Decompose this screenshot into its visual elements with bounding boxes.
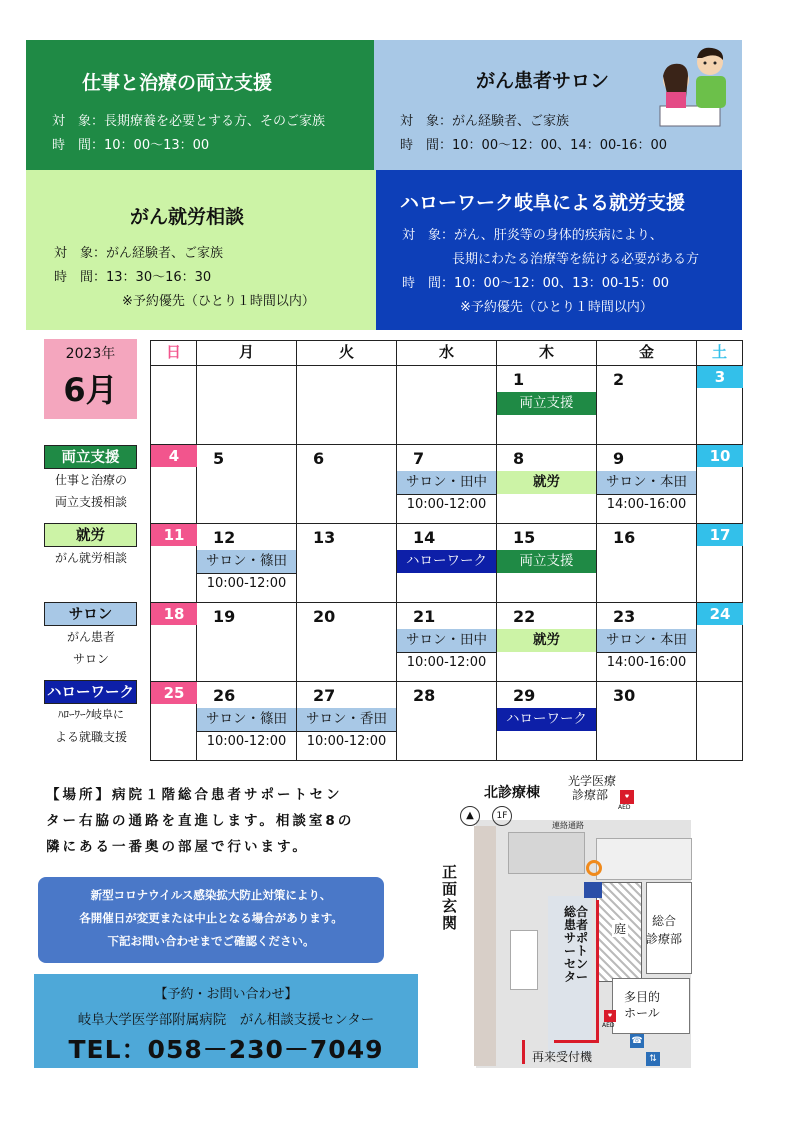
legend-ryoritsu: 両立支援 — [44, 445, 137, 469]
day-cell-tue — [297, 524, 397, 603]
place-line-3: 隣にある一番奥の部屋で行います。 — [46, 839, 309, 855]
day-cell-sat — [697, 524, 743, 603]
map-reception: 再来受付機 — [532, 1050, 593, 1064]
salon-target: 対 象：がん経験者、ご家族 — [400, 114, 570, 129]
event-time: 10:00-12:00 — [206, 734, 287, 749]
day-number: 7 — [413, 449, 425, 468]
notice-box — [38, 877, 384, 963]
map-aed-label-2: AED — [602, 1022, 615, 1029]
day-cell-thu — [497, 682, 597, 761]
day-cell-sun — [151, 445, 197, 524]
aed-icon-2: ♥ — [604, 1010, 616, 1022]
map-hall-1: 多目的 — [624, 990, 661, 1004]
day-cell-sat — [697, 603, 743, 682]
place-line-2: ター右脇の通路を直進します。相談室8の — [46, 813, 355, 829]
day-number: 16 — [613, 528, 636, 547]
day-cell-wed — [397, 524, 497, 603]
day-number: 17 — [697, 524, 743, 546]
ryoritsu-box — [26, 40, 374, 170]
weekday-fri: 金 — [597, 341, 697, 366]
day-number: 25 — [151, 682, 197, 704]
month-badge — [44, 339, 137, 419]
ryoritsu-time: 時 間：10：00〜13：00 — [52, 138, 210, 153]
aed-icon: ♥ — [620, 790, 634, 804]
day-cell-tue — [297, 445, 397, 524]
day-number: 23 — [613, 607, 636, 626]
event-label: サロン・田中 — [397, 471, 496, 494]
event-label: サロン・篠田 — [197, 708, 296, 731]
day-cell-sun — [151, 524, 197, 603]
day-number: 4 — [151, 445, 197, 467]
map-support-center: 総合患者サポートセンター — [564, 905, 589, 984]
day-number: 30 — [613, 686, 636, 705]
day-number: 29 — [513, 686, 536, 705]
person-marker-icon — [584, 882, 602, 898]
map-passage: 連絡通路 — [552, 821, 584, 830]
day-cell-fri — [597, 445, 697, 524]
ryoritsu-title: 仕事と治療の両立支援 — [82, 72, 273, 94]
legend-hellowork-desc-1: ﾊﾛｰﾜｰｸ岐阜に — [58, 708, 124, 721]
map-optical-2: 診療部 — [572, 788, 609, 802]
map-garden: 庭 — [614, 922, 627, 936]
place-line-1: 【場所】病院１階総合患者サポートセン — [46, 787, 343, 803]
calendar-week — [151, 603, 743, 682]
day-number: 26 — [213, 686, 236, 705]
day-number: 13 — [313, 528, 336, 547]
legend-ryoritsu-desc-2: 両立支援相談 — [54, 495, 127, 509]
day-number: 15 — [513, 528, 536, 547]
shuro-box — [26, 170, 376, 330]
legend-shuro-desc-1: がん就労相談 — [54, 551, 127, 565]
day-number: 28 — [413, 686, 436, 705]
weekday-sun: 日 — [151, 341, 197, 366]
day-cell-tue — [297, 366, 397, 445]
salon-title: がん患者サロン — [476, 70, 610, 92]
salon-box — [374, 40, 742, 170]
day-cell-fri — [597, 682, 697, 761]
legend-salon-desc-2: サロン — [72, 652, 109, 666]
phone-icon: ☎ — [631, 1036, 643, 1046]
calendar-week — [151, 524, 743, 603]
day-number: 8 — [513, 449, 525, 468]
day-number: 24 — [697, 603, 743, 625]
shuro-title: がん就労相談 — [130, 206, 245, 228]
year-label: 2023年 — [65, 346, 116, 362]
event-label: サロン・本田 — [597, 629, 696, 652]
north-arrow-icon: ▲ — [460, 806, 480, 826]
event-divider — [397, 652, 496, 653]
notice-line-1: 新型コロナウイルス感染拡大防止対策により、 — [90, 888, 332, 902]
map-aed-label-1: AED — [618, 804, 631, 811]
day-cell-mon — [197, 445, 297, 524]
event-label: サロン・本田 — [597, 471, 696, 494]
event-label: サロン・篠田 — [197, 550, 296, 573]
map-floor: 1F — [492, 806, 512, 826]
day-number: 11 — [151, 524, 197, 546]
location-pin-icon — [586, 860, 602, 876]
legend-ryoritsu-desc-1: 仕事と治療の — [54, 473, 127, 487]
day-cell-fri — [597, 603, 697, 682]
day-cell-thu — [497, 524, 597, 603]
day-cell-sat — [697, 366, 743, 445]
contact-box — [34, 974, 418, 1068]
hellowork-target-2: 長期にわたる治療等を続ける必要がある方 — [452, 252, 700, 267]
legend-shuro: 就労 — [44, 523, 137, 547]
day-cell-tue — [297, 682, 397, 761]
day-cell-thu — [497, 445, 597, 524]
day-cell-wed — [397, 682, 497, 761]
day-number: 3 — [697, 366, 743, 388]
day-number: 5 — [213, 449, 225, 468]
map-sogo-1: 総合 — [652, 914, 677, 928]
hellowork-time: 時 間：10：00〜12：00、13：00-15：00 — [402, 276, 670, 291]
event-divider — [397, 494, 496, 495]
event-divider — [297, 731, 396, 732]
event-divider — [597, 494, 696, 495]
weekday-thu: 木 — [497, 341, 597, 366]
day-cell-mon — [197, 603, 297, 682]
day-number: 18 — [151, 603, 197, 625]
shuro-note: ※予約優先（ひとり１時間以内） — [122, 294, 315, 309]
month-label: 6月 — [63, 371, 118, 409]
contact-org: 岐阜大学医学部附属病院 がん相談支援センター — [77, 1012, 375, 1028]
day-number: 20 — [313, 607, 336, 626]
hellowork-target-1: 対 象：がん、肝炎等の身体的疾病により、 — [402, 228, 663, 243]
day-cell-thu — [497, 603, 597, 682]
event-divider — [597, 652, 696, 653]
legend-salon: サロン — [44, 602, 137, 626]
calendar-table — [150, 340, 743, 761]
weekday-wed: 水 — [397, 341, 497, 366]
day-number: 14 — [413, 528, 436, 547]
legend-hellowork: ハローワーク — [44, 680, 137, 704]
hellowork-note: ※予約優先（ひとり１時間以内） — [460, 300, 653, 315]
contact-heading: 【予約・お問い合わせ】 — [154, 987, 298, 1002]
map-sogo-2: 診療部 — [646, 932, 683, 946]
calendar-week — [151, 445, 743, 524]
legend-hellowork-desc-2: よる就職支援 — [54, 730, 127, 744]
day-number: 10 — [697, 445, 743, 467]
day-number: 27 — [313, 686, 336, 705]
map-north-building: 北診療棟 — [484, 785, 540, 801]
event-time: 10:00-12:00 — [306, 734, 387, 749]
day-cell-mon — [197, 682, 297, 761]
day-cell-sun — [151, 603, 197, 682]
map-hall-2: ホール — [624, 1006, 660, 1020]
day-cell-sat — [697, 445, 743, 524]
shuro-time: 時 間：13：30〜16：30 — [54, 270, 212, 285]
event-label: ハローワーク — [497, 708, 596, 731]
day-cell-wed — [397, 366, 497, 445]
day-cell-thu — [497, 366, 597, 445]
place-text — [46, 782, 354, 860]
consultation-illustration-icon — [658, 42, 738, 128]
event-time: 10:00-12:00 — [406, 497, 487, 512]
day-cell-sat — [697, 682, 743, 761]
event-divider — [197, 573, 296, 574]
day-cell-tue — [297, 603, 397, 682]
notice-line-2: 各開催日が変更または中止となる場合があります。 — [79, 911, 343, 925]
salon-time: 時 間：10：00〜12：00、14：00-16：00 — [400, 138, 668, 153]
day-cell-mon — [197, 524, 297, 603]
day-cell-sun — [151, 682, 197, 761]
event-label: 両立支援 — [497, 392, 596, 415]
event-time: 10:00-12:00 — [206, 576, 287, 591]
event-divider — [197, 731, 296, 732]
day-cell-mon — [197, 366, 297, 445]
weekday-header — [151, 341, 743, 366]
weekday-tue: 火 — [297, 341, 397, 366]
weekday-mon: 月 — [197, 341, 297, 366]
day-number: 9 — [613, 449, 625, 468]
floor-map — [436, 770, 694, 1068]
calendar-week — [151, 682, 743, 761]
event-time: 14:00-16:00 — [606, 497, 687, 512]
shuro-target: 対 象：がん経験者、ご家族 — [54, 246, 224, 261]
event-label: 両立支援 — [497, 550, 596, 573]
day-number: 12 — [213, 528, 236, 547]
contact-tel: TEL：058－230－7049 — [68, 1035, 384, 1064]
ryoritsu-target: 対 象：長期療養を必要とする方、そのご家族 — [52, 114, 326, 129]
notice-line-3: 下記お問い合わせまでご確認ください。 — [107, 934, 315, 948]
event-label: 就労 — [497, 471, 596, 494]
hellowork-box — [376, 170, 742, 330]
day-number: 21 — [413, 607, 436, 626]
day-number: 1 — [513, 370, 525, 389]
weekday-sat: 土 — [697, 341, 743, 366]
event-time: 10:00-12:00 — [406, 655, 487, 670]
day-cell-wed — [397, 445, 497, 524]
legend-salon-desc-1: がん患者 — [66, 630, 115, 644]
event-label: 就労 — [497, 629, 596, 652]
event-label: サロン・香田 — [297, 708, 396, 731]
map-entrance: 正面玄関 — [442, 863, 458, 932]
day-number: 6 — [313, 449, 325, 468]
event-label: サロン・田中 — [397, 629, 496, 652]
day-number: 22 — [513, 607, 536, 626]
map-optical-1: 光学医療 — [568, 774, 617, 788]
elevator-icon: ⇅ — [646, 1052, 660, 1066]
day-number: 19 — [213, 607, 236, 626]
event-time: 14:00-16:00 — [606, 655, 687, 670]
day-cell-wed — [397, 603, 497, 682]
event-label: ハローワーク — [397, 550, 496, 573]
day-cell-sun — [151, 366, 197, 445]
hellowork-title: ハローワーク岐阜による就労支援 — [400, 192, 686, 214]
day-cell-fri — [597, 524, 697, 603]
day-number: 2 — [613, 370, 625, 389]
calendar-week — [151, 366, 743, 445]
day-cell-fri — [597, 366, 697, 445]
